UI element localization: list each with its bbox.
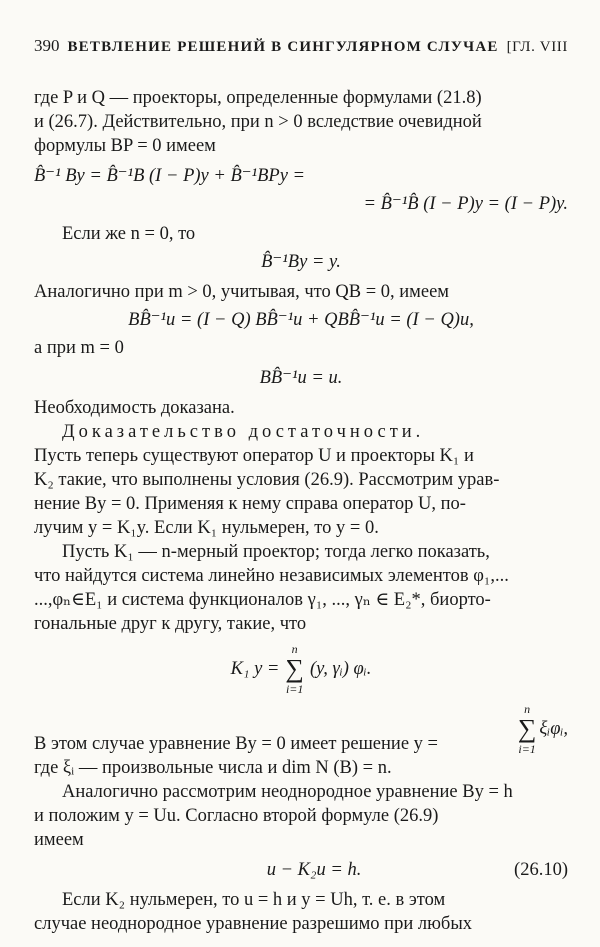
text-line: Необходимость доказана. bbox=[34, 398, 235, 418]
text-line: ...,φₙ∈E₁ и система функционалов γ₁, ..., γₙ ∈ E₂*, биорто- bbox=[34, 590, 491, 610]
numbered-equation bbox=[34, 858, 568, 882]
text-line: В этом случае уравнение By = 0 имеет решение y = bbox=[34, 734, 438, 754]
text-line: Если K₂ нульмерен, то u = h и y = Uh, т. е. в этом bbox=[62, 890, 446, 910]
text-line: случае неоднородное уравнение разрешимо при любых bbox=[34, 914, 473, 934]
text-line: где ξᵢ — произвольные числа и dim N (B) = n. bbox=[34, 758, 392, 778]
formula-line: u − K₂u = h. bbox=[266, 860, 362, 880]
running-title: ВЕТВЛЕНИЕ РЕШЕНИЙ В СИНГУЛЯРНОМ СЛУЧАЕ bbox=[67, 39, 499, 55]
sum-sign: ∑ bbox=[285, 654, 304, 683]
page-body bbox=[34, 86, 568, 936]
text-line: и (26.7). Действительно, при n > 0 вследствие очевидной bbox=[34, 112, 482, 132]
formula-line: BB̂⁻¹u = u. bbox=[259, 368, 343, 388]
text-line: имеем bbox=[34, 830, 84, 850]
sigma-symbol bbox=[518, 702, 537, 756]
formula-line: B̂⁻¹By = y. bbox=[261, 252, 341, 272]
sum-sign: ∑ bbox=[517, 714, 537, 743]
section-heading: Доказательство достаточности. bbox=[62, 422, 425, 442]
sum-upper-limit: n bbox=[524, 702, 531, 716]
page-number: 390 bbox=[34, 36, 60, 55]
text-line: K₂ такие, что выполнены условия (26.9). Рассмотрим урав- bbox=[34, 470, 500, 490]
text-line: что найдутся система линейно независимых элементов φ₁,... bbox=[34, 566, 509, 586]
text-line: формулы BP = 0 имеем bbox=[34, 136, 216, 156]
text-line: а при m = 0 bbox=[34, 338, 124, 358]
formula-line: = B̂⁻¹B̂ (I − P)y = (I − P)y. bbox=[363, 194, 568, 214]
solution-line bbox=[34, 702, 568, 756]
text-line: и положим y = Uu. Согласно второй формуле (26.9) bbox=[34, 806, 439, 826]
formula-line: B̂⁻¹ By = B̂⁻¹B (I − P)y + B̂⁻¹BPy = bbox=[34, 166, 306, 186]
text-line: гональные друг к другу, такие, что bbox=[34, 614, 307, 634]
equation-number: (26.10) bbox=[514, 860, 568, 880]
text-line: Пусть теперь существуют оператор U и проекторы K₁ и bbox=[34, 446, 474, 466]
sum-formula bbox=[34, 642, 568, 696]
text-line: нение By = 0. Применяя к нему справа оператор U, по- bbox=[34, 494, 466, 514]
formula-line: BB̂⁻¹u = (I − Q) BB̂⁻¹u + QBB̂⁻¹u = (I − Q)u, bbox=[128, 310, 474, 330]
sigma-symbol bbox=[285, 642, 304, 696]
text-line: Если же n = 0, то bbox=[62, 224, 196, 244]
sum-lower-limit: i=1 bbox=[518, 742, 536, 756]
running-header bbox=[34, 34, 568, 59]
formula-right: (y, γᵢ) φᵢ. bbox=[309, 659, 372, 679]
chapter-label: [ГЛ. VIII bbox=[506, 39, 568, 55]
text-line: Аналогично при m > 0, учитывая, что QB = 0, имеем bbox=[34, 282, 450, 302]
text-line: Аналогично рассмотрим неоднородное уравнение By = h bbox=[62, 782, 513, 802]
text-line: Пусть K₁ — n-мерный проектор; тогда легко показать, bbox=[62, 542, 490, 562]
text-line: где P и Q — проекторы, определенные формулами (21.8) bbox=[34, 88, 482, 108]
formula-left: K₁ y = bbox=[230, 659, 280, 679]
sum-lower-limit: i=1 bbox=[285, 682, 304, 696]
text-line: лучим y = K₁y. Если K₁ нульмерен, то y = 0. bbox=[34, 518, 379, 538]
formula-right: ξᵢφᵢ, bbox=[539, 719, 568, 739]
sum-upper-limit: n bbox=[291, 642, 298, 656]
